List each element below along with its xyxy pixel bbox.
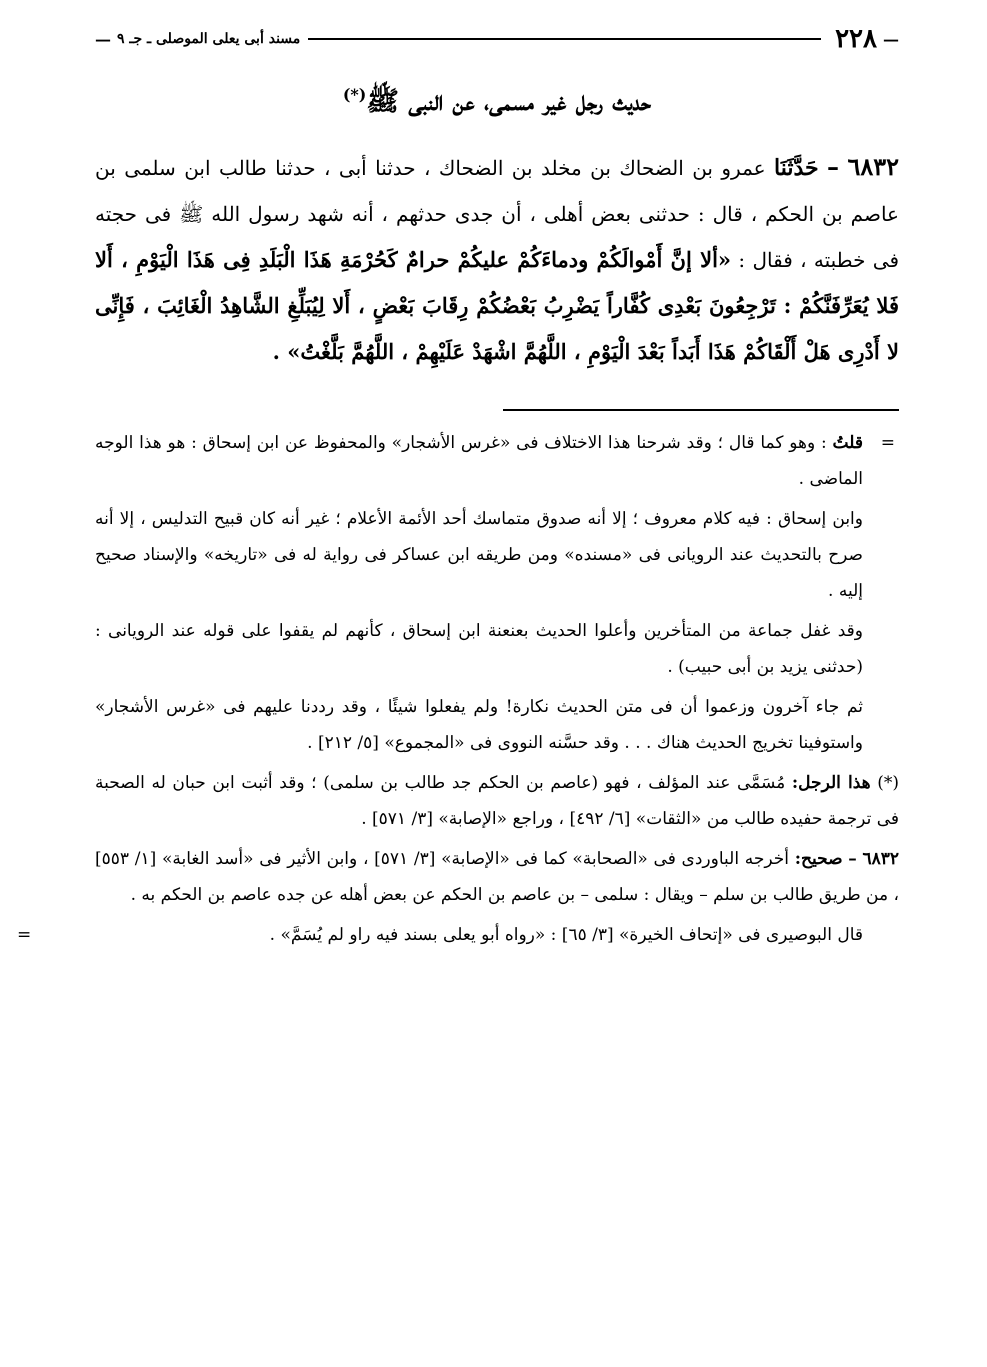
header-rule [308, 38, 821, 40]
star-label: هذا الرجل: [791, 773, 871, 793]
footnote-busiri [17, 917, 899, 953]
chapter-title [95, 84, 899, 128]
footnote-star [95, 765, 899, 837]
hadith-matn: «ألا إنَّ أَمْوالَكُمْ ودماءَكُمْ عليكُمْ حرامٌ كَحُرْمَةِ هَذَا الْبَلَدِ فِى هَذَا الْيَوْمِ ، أَلا فَلا يُعَرِّفَنَّكُمْ : تَرْجِعُونَ بَعْدِى كُفَّاراً يَضْرِبُ بَعْضُكُمْ رِقَابَ بَعْضٍ ، أَلا لِيُبَلِّغِ الشَّاهِدُ الْغَائِبَ ، فَإِنِّى لا أَدْرِى هَلْ أَلْقَاكُمْ هَذَا أَبَداً بَعْدَ الْيَوْمِ ، اللَّهُمَّ اشْهَدْ عَلَيْهِمْ ، اللَّهُمَّ بَلَّغْتُ» . [95, 247, 899, 364]
footnote-divider [503, 409, 899, 411]
footnote-grading [95, 841, 899, 913]
hadith-lead-word: حَدَّثَنَا [774, 155, 819, 181]
hadith-isnad: عمرو بن الضحاك بن مخلد بن الضحاك ، حدثنا أبى ، حدثنا طالب ابن سلمى بن عاصم بن الحكم ، قال : حدثنى بعض أهلى ، أن جدى حدثهم ، أنه شهد رسول الله ﷺ فى حجته فى خطبته ، فقال : [95, 156, 900, 272]
busiri-text: قال البوصيرى فى «إتحاف الخيرة» [٣/ ٦٥] : «رواه أبو يعلى بسند فيه راو لم يُسَمَّ» . [269, 925, 863, 945]
running-head [95, 22, 899, 56]
header-dash: — [883, 29, 899, 49]
grade-dash: – [848, 849, 857, 869]
footnote-qultu [95, 425, 899, 497]
footnote-nakara: ثم جاء آخرون وزعموا أن فى متن الحديث نكارة! ولم يفعلوا شيئًا ، وقد رددنا عليهم فى «غرس الأشجار» واستوفينا تخريج الحديث هناك . . . وقد حسَّنه النووى فى «المجموع» [٥/ ٢١٢] . [95, 697, 863, 753]
qultu-label: قلتُ [832, 433, 863, 453]
page-number: ٢٢٨ [835, 24, 877, 54]
continuation-marker: = [880, 433, 895, 453]
qultu-text: : وهو كما قال ؛ وقد شرحنا هذا الاختلاف فى «غرس الأشجار» والمحفوظ عن ابن إسحاق : هو هذا الوجه الماضى . [95, 433, 863, 489]
page [17, 22, 900, 1367]
hadith-text [95, 144, 899, 375]
hadith-number: ٦٨٣٢ [847, 152, 899, 181]
header-trailing-dash: — [95, 29, 111, 49]
footnotes [17, 425, 900, 953]
footnote-anana: وقد غفل جماعة من المتأخرين وأعلوا الحديث بعنعنة ابن إسحاق ، كأنهم لم يقفوا على قوله عند الرويانى : (حدثنى يزيد بن أبى حبيب) . [95, 621, 863, 677]
star-marker: (*) [877, 773, 900, 793]
grade-number: ٦٨٣٢ [862, 849, 899, 869]
chapter-title-text: حديث رجل غير مسمى، عن النبى ﷺ [366, 86, 652, 117]
trailing-continuation-marker: = [17, 925, 32, 945]
hadith-dash: – [827, 152, 840, 181]
grade-text: أخرجه الباوردى فى «الصحابة» كما فى «الإصابة» [٣/ ٥٧١] ، وابن الأثير فى «أسد الغابة» [١/ ٥٥٣] ، من طريق طالب بن سلم – ويقال : سلمى – بن عاصم بن الحكم عن بعض أهله عن جده عاصم بن الحكم به . [95, 849, 899, 905]
grade-label: صحيح: [794, 849, 843, 869]
book-title: مسند أبى يعلى الموصلى ـ جـ ٩ [117, 31, 301, 47]
star-text: مُسَمَّى عند المؤلف ، فهو (عاصم بن الحكم جد طالب بن سلمى) ؛ وقد أثبت ابن حبان له الصحبة فى ترجمة حفيده طالب من «الثقات» [٦/ ٤٩٢] ، وراجع «الإصابة» [٣/ ٥٧١] . [95, 773, 899, 829]
chapter-note-marker: (*) [342, 85, 367, 104]
footnote-ibn-ishaq: وابن إسحاق : فيه كلام معروف ؛ إلا أنه صدوق متماسك أحد الأئمة الأعلام ؛ غير أنه كان قبيح التدليس ، إلا أنه صرح بالتحديث عند الرويانى فى «مسنده» ومن طريقه ابن عساكر فى رواية له فى «تاريخه» والإسناد صحيح إليه . [95, 509, 863, 601]
